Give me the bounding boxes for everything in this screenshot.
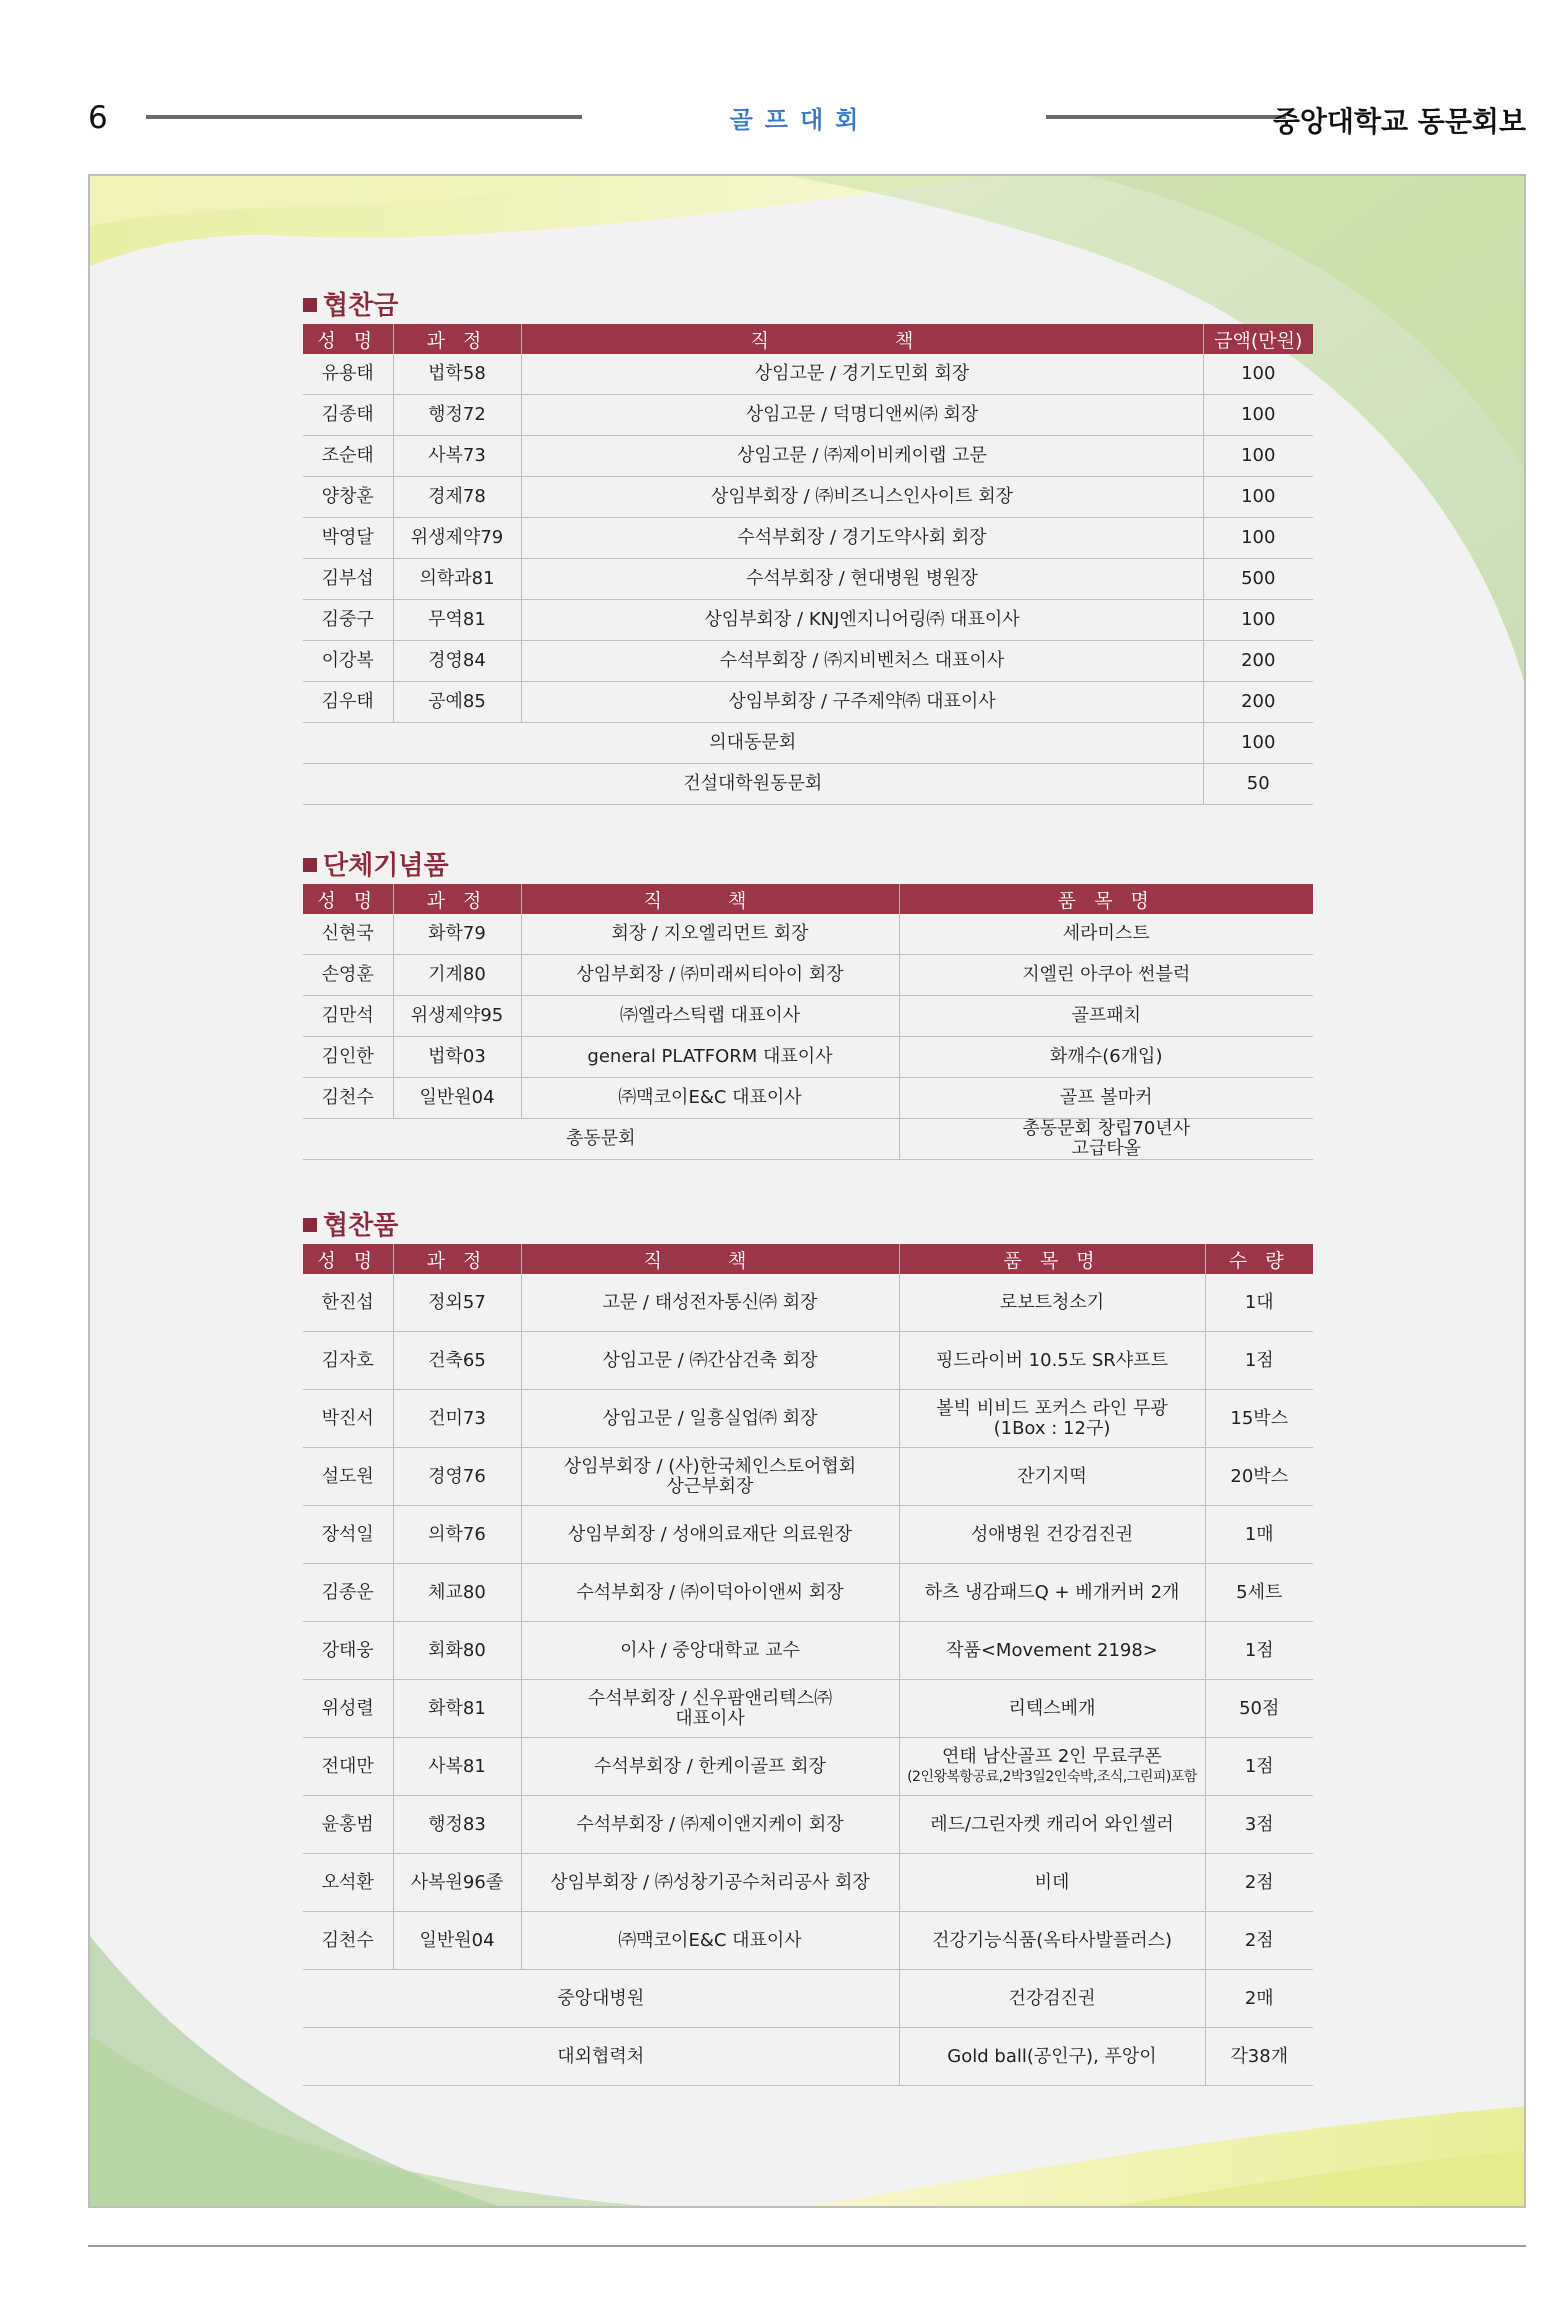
table-cell bbox=[521, 1680, 899, 1738]
table-row bbox=[303, 1506, 1313, 1564]
table-cell: 200 bbox=[1203, 641, 1313, 682]
table-cell: 2점 bbox=[1205, 1854, 1313, 1912]
table-cell: 100 bbox=[1203, 436, 1313, 477]
table-cell: 상임고문 / ㈜제이비케이랩 고문 bbox=[521, 436, 1203, 477]
table-cell: 1매 bbox=[1205, 1506, 1313, 1564]
section-title bbox=[303, 288, 1313, 324]
table-row bbox=[303, 1037, 1313, 1078]
table-cell: 100 bbox=[1203, 723, 1313, 764]
table-cell: 상임부회장 / ㈜성창기공수처리공사 회장 bbox=[521, 1854, 899, 1912]
table-cell: 전대만 bbox=[303, 1738, 393, 1796]
table-cell: 1대 bbox=[1205, 1274, 1313, 1332]
table-cell: 회장 / 지오엘리먼트 회장 bbox=[521, 914, 899, 955]
table-row bbox=[303, 518, 1313, 559]
table-cell: 상임고문 / 일흥실업㈜ 회장 bbox=[521, 1390, 899, 1448]
table-cell: 윤홍범 bbox=[303, 1796, 393, 1854]
table-cell: 50 bbox=[1203, 764, 1313, 805]
table-row bbox=[303, 1390, 1313, 1448]
table-row bbox=[303, 1912, 1313, 1970]
col-header: 직 책 bbox=[521, 1244, 899, 1274]
table-cell: 체교80 bbox=[393, 1564, 521, 1622]
table-cell: 50점 bbox=[1205, 1680, 1313, 1738]
table-cell: 화학79 bbox=[393, 914, 521, 955]
table-cell: 김중구 bbox=[303, 600, 393, 641]
table-cell: 수석부회장 / ㈜지비벤처스 대표이사 bbox=[521, 641, 1203, 682]
table-row bbox=[303, 1680, 1313, 1738]
cell-line: 고급타올 bbox=[1071, 1138, 1142, 1159]
table-row bbox=[303, 559, 1313, 600]
col-header: 품 목 명 bbox=[899, 884, 1313, 914]
square-bullet-icon bbox=[303, 1218, 317, 1232]
table-cell: 김천수 bbox=[303, 1078, 393, 1119]
table-cell: 화깨수(6개입) bbox=[899, 1037, 1313, 1078]
table-cell: 2매 bbox=[1205, 1970, 1313, 2028]
table-cell: 리텍스베개 bbox=[899, 1680, 1205, 1738]
table-row bbox=[303, 1796, 1313, 1854]
table-cell: 핑드라이버 10.5도 SR샤프트 bbox=[899, 1332, 1205, 1390]
cell-line: 총동문회 창립70년사 bbox=[1022, 1118, 1191, 1139]
table-cell: 100 bbox=[1203, 395, 1313, 436]
group-gifts-section bbox=[303, 848, 1313, 1160]
table-cell: 잔기지떡 bbox=[899, 1448, 1205, 1506]
table-cell: 작품<Movement 2198> bbox=[899, 1622, 1205, 1680]
table-cell: 이강복 bbox=[303, 641, 393, 682]
table-row bbox=[303, 436, 1313, 477]
table-cell: 김만석 bbox=[303, 996, 393, 1037]
table-cell: 하츠 냉감패드Q + 베개커버 2개 bbox=[899, 1564, 1205, 1622]
table-cell: 위생제약79 bbox=[393, 518, 521, 559]
table-cell: 사복73 bbox=[393, 436, 521, 477]
table-cell: 중앙대병원 bbox=[303, 1970, 899, 2028]
sponsored-goods-table bbox=[303, 1244, 1313, 2086]
table-cell: 김우태 bbox=[303, 682, 393, 723]
col-header: 직 책 bbox=[521, 324, 1203, 354]
header-rule-right bbox=[1046, 115, 1286, 119]
table-cell: 3점 bbox=[1205, 1796, 1313, 1854]
table-row bbox=[303, 395, 1313, 436]
section-title-text: 협찬품 bbox=[323, 1211, 399, 1241]
table-row bbox=[303, 1970, 1313, 2028]
table-cell: 박영달 bbox=[303, 518, 393, 559]
table-row bbox=[303, 600, 1313, 641]
table-cell: 20박스 bbox=[1205, 1448, 1313, 1506]
table-cell: ㈜엘라스틱랩 대표이사 bbox=[521, 996, 899, 1037]
table-cell: 건축65 bbox=[393, 1332, 521, 1390]
table-cell: 의학과81 bbox=[393, 559, 521, 600]
table-cell: 의학76 bbox=[393, 1506, 521, 1564]
table-row bbox=[303, 477, 1313, 518]
header-rule-left bbox=[146, 115, 582, 119]
sponsorship-money-section bbox=[303, 288, 1313, 805]
table-row bbox=[303, 1854, 1313, 1912]
table-cell: 수석부회장 / ㈜제이앤지케이 회장 bbox=[521, 1796, 899, 1854]
table-cell: ㈜맥코이E&C 대표이사 bbox=[521, 1078, 899, 1119]
table-cell: 일반원04 bbox=[393, 1078, 521, 1119]
table-cell: 무역81 bbox=[393, 600, 521, 641]
table-cell: 상임고문 / ㈜간삼건축 회장 bbox=[521, 1332, 899, 1390]
table-cell: 수석부회장 / 현대병원 병원장 bbox=[521, 559, 1203, 600]
table-row bbox=[303, 1078, 1313, 1119]
table-cell: 지엘린 아쿠아 썬블럭 bbox=[899, 955, 1313, 996]
col-header: 금액(만원) bbox=[1203, 324, 1313, 354]
cell-line: 수석부회장 / 신우팜앤리텍스㈜ bbox=[587, 1687, 833, 1709]
table-row bbox=[303, 764, 1313, 805]
table-row bbox=[303, 996, 1313, 1037]
table-cell: 김종운 bbox=[303, 1564, 393, 1622]
table-cell: 상임고문 / 경기도민회 회장 bbox=[521, 354, 1203, 395]
table-cell: 건강기능식품(옥타사발플러스) bbox=[899, 1912, 1205, 1970]
table-cell: 손영훈 bbox=[303, 955, 393, 996]
table-cell: 세라미스트 bbox=[899, 914, 1313, 955]
table-cell: 성애병원 건강검진권 bbox=[899, 1506, 1205, 1564]
table-cell: 강태웅 bbox=[303, 1622, 393, 1680]
square-bullet-icon bbox=[303, 858, 317, 872]
table-cell: 김천수 bbox=[303, 1912, 393, 1970]
table-row bbox=[303, 914, 1313, 955]
col-header: 성 명 bbox=[303, 324, 393, 354]
table-cell: 법학58 bbox=[393, 354, 521, 395]
table-row bbox=[303, 682, 1313, 723]
table-cell: 일반원04 bbox=[393, 1912, 521, 1970]
table-cell: 화학81 bbox=[393, 1680, 521, 1738]
table-cell: 유용태 bbox=[303, 354, 393, 395]
table-cell: 1점 bbox=[1205, 1622, 1313, 1680]
table-cell: 골프 볼마커 bbox=[899, 1078, 1313, 1119]
table-cell: 상임부회장 / ㈜비즈니스인사이트 회장 bbox=[521, 477, 1203, 518]
col-header: 수 량 bbox=[1205, 1244, 1313, 1274]
table-cell: 위성렬 bbox=[303, 1680, 393, 1738]
col-header: 과 정 bbox=[393, 324, 521, 354]
table-cell: 행정72 bbox=[393, 395, 521, 436]
table-cell: 1점 bbox=[1205, 1332, 1313, 1390]
cell-line: (1Box : 12구) bbox=[993, 1417, 1111, 1439]
table-cell: 김종태 bbox=[303, 395, 393, 436]
table-cell: 신현국 bbox=[303, 914, 393, 955]
table-cell: 기계80 bbox=[393, 955, 521, 996]
col-header: 품 목 명 bbox=[899, 1244, 1205, 1274]
table-cell: 고문 / 태성전자통신㈜ 회장 bbox=[521, 1274, 899, 1332]
table-cell: 100 bbox=[1203, 477, 1313, 518]
cell-line: 상임부회장 / (사)한국체인스토어협회 bbox=[563, 1455, 857, 1477]
table-cell: 오석환 bbox=[303, 1854, 393, 1912]
table-cell: 김부섭 bbox=[303, 559, 393, 600]
section-title bbox=[303, 1208, 1313, 1244]
footer-rule bbox=[88, 2245, 1526, 2247]
col-header: 과 정 bbox=[393, 1244, 521, 1274]
table-cell: 양창훈 bbox=[303, 477, 393, 518]
table-row bbox=[303, 2028, 1313, 2086]
table-cell: 로보트청소기 bbox=[899, 1274, 1205, 1332]
cell-line: 볼빅 비비드 포커스 라인 무광 bbox=[936, 1397, 1168, 1419]
table-cell: ㈜맥코이E&C 대표이사 bbox=[521, 1912, 899, 1970]
table-cell: 위생제약95 bbox=[393, 996, 521, 1037]
table-cell: 사복81 bbox=[393, 1738, 521, 1796]
table-row bbox=[303, 641, 1313, 682]
square-bullet-icon bbox=[303, 298, 317, 312]
table-cell: 1점 bbox=[1205, 1738, 1313, 1796]
table-cell: 2점 bbox=[1205, 1912, 1313, 1970]
section-title-text: 단체기념품 bbox=[323, 851, 449, 881]
group-gifts-table bbox=[303, 884, 1313, 1160]
table-cell: 상임부회장 / KNJ엔지니어링㈜ 대표이사 bbox=[521, 600, 1203, 641]
table-cell bbox=[899, 1390, 1205, 1448]
cell-line: 연태 남산골프 2인 무료쿠폰 bbox=[942, 1745, 1162, 1767]
table-cell: 5세트 bbox=[1205, 1564, 1313, 1622]
table-cell: 상임부회장 / 성애의료재단 의료원장 bbox=[521, 1506, 899, 1564]
table-cell: 경영76 bbox=[393, 1448, 521, 1506]
section-title-text: 협찬금 bbox=[323, 291, 399, 321]
table-cell: 한진섭 bbox=[303, 1274, 393, 1332]
table-cell: 레드/그린자켓 캐리어 와인셀러 bbox=[899, 1796, 1205, 1854]
cell-line: 대표이사 bbox=[675, 1707, 745, 1729]
table-row bbox=[303, 723, 1313, 764]
section-label: 골프대회 bbox=[729, 106, 871, 134]
table-cell: 사복원96졸 bbox=[393, 1854, 521, 1912]
table-cell: 정외57 bbox=[393, 1274, 521, 1332]
table-cell bbox=[521, 1448, 899, 1506]
col-header: 성 명 bbox=[303, 884, 393, 914]
sponsored-goods-section bbox=[303, 1208, 1313, 2086]
cell-line: (2인왕복항공료,2박3일2인숙박,조식,그린피)포함 bbox=[907, 1768, 1197, 1785]
table-header-row bbox=[303, 1244, 1313, 1274]
table-cell: 수석부회장 / ㈜이덕아이앤씨 회장 bbox=[521, 1564, 899, 1622]
table-cell: 골프패치 bbox=[899, 996, 1313, 1037]
col-header: 성 명 bbox=[303, 1244, 393, 1274]
table-cell: 경제78 bbox=[393, 477, 521, 518]
table-cell: 김인한 bbox=[303, 1037, 393, 1078]
table-cell: 수석부회장 / 경기도약사회 회장 bbox=[521, 518, 1203, 559]
table-cell bbox=[899, 1119, 1313, 1160]
table-cell: 행정83 bbox=[393, 1796, 521, 1854]
col-header: 과 정 bbox=[393, 884, 521, 914]
publication-title: 중앙대학교 동문회보 bbox=[1272, 105, 1526, 138]
sponsorship-money-table bbox=[303, 324, 1313, 805]
table-row bbox=[303, 1274, 1313, 1332]
table-cell: 김자호 bbox=[303, 1332, 393, 1390]
table-cell: 각38개 bbox=[1205, 2028, 1313, 2086]
table-cell: 법학03 bbox=[393, 1037, 521, 1078]
table-cell: 상임고문 / 덕명디앤씨㈜ 회장 bbox=[521, 395, 1203, 436]
table-row bbox=[303, 1119, 1313, 1160]
table-cell: 건설대학원동문회 bbox=[303, 764, 1203, 805]
table-cell: 200 bbox=[1203, 682, 1313, 723]
table-cell: 100 bbox=[1203, 354, 1313, 395]
table-header-row bbox=[303, 324, 1313, 354]
table-cell: 상임부회장 / 구주제약㈜ 대표이사 bbox=[521, 682, 1203, 723]
table-cell: 500 bbox=[1203, 559, 1313, 600]
table-row bbox=[303, 1622, 1313, 1680]
table-cell: 이사 / 중앙대학교 교수 bbox=[521, 1622, 899, 1680]
table-cell: 수석부회장 / 한케이골프 회장 bbox=[521, 1738, 899, 1796]
table-cell: 대외협력처 bbox=[303, 2028, 899, 2086]
table-row bbox=[303, 1332, 1313, 1390]
table-cell: Gold ball(공인구), 푸앙이 bbox=[899, 2028, 1205, 2086]
section-title bbox=[303, 848, 1313, 884]
table-cell: general PLATFORM 대표이사 bbox=[521, 1037, 899, 1078]
table-cell: 상임부회장 / ㈜미래씨티아이 회장 bbox=[521, 955, 899, 996]
cell-line: 상근부회장 bbox=[666, 1475, 754, 1497]
table-cell: 비데 bbox=[899, 1854, 1205, 1912]
table-cell: 100 bbox=[1203, 518, 1313, 559]
table-cell: 경영84 bbox=[393, 641, 521, 682]
table-cell: 설도원 bbox=[303, 1448, 393, 1506]
table-cell: 공예85 bbox=[393, 682, 521, 723]
page-number: 6 bbox=[88, 100, 108, 136]
table-cell: 15박스 bbox=[1205, 1390, 1313, 1448]
table-row bbox=[303, 955, 1313, 996]
table-cell: 의대동문회 bbox=[303, 723, 1203, 764]
col-header: 직 책 bbox=[521, 884, 899, 914]
table-cell bbox=[899, 1738, 1205, 1796]
table-row bbox=[303, 1738, 1313, 1796]
table-cell: 100 bbox=[1203, 600, 1313, 641]
table-cell: 장석일 bbox=[303, 1506, 393, 1564]
table-cell: 박진서 bbox=[303, 1390, 393, 1448]
table-row bbox=[303, 354, 1313, 395]
table-cell: 건미73 bbox=[393, 1390, 521, 1448]
table-cell: 회화80 bbox=[393, 1622, 521, 1680]
table-cell: 건강검진권 bbox=[899, 1970, 1205, 2028]
table-row bbox=[303, 1564, 1313, 1622]
table-cell: 조순태 bbox=[303, 436, 393, 477]
table-row bbox=[303, 1448, 1313, 1506]
table-cell: 총동문회 bbox=[303, 1119, 899, 1160]
table-header-row bbox=[303, 884, 1313, 914]
